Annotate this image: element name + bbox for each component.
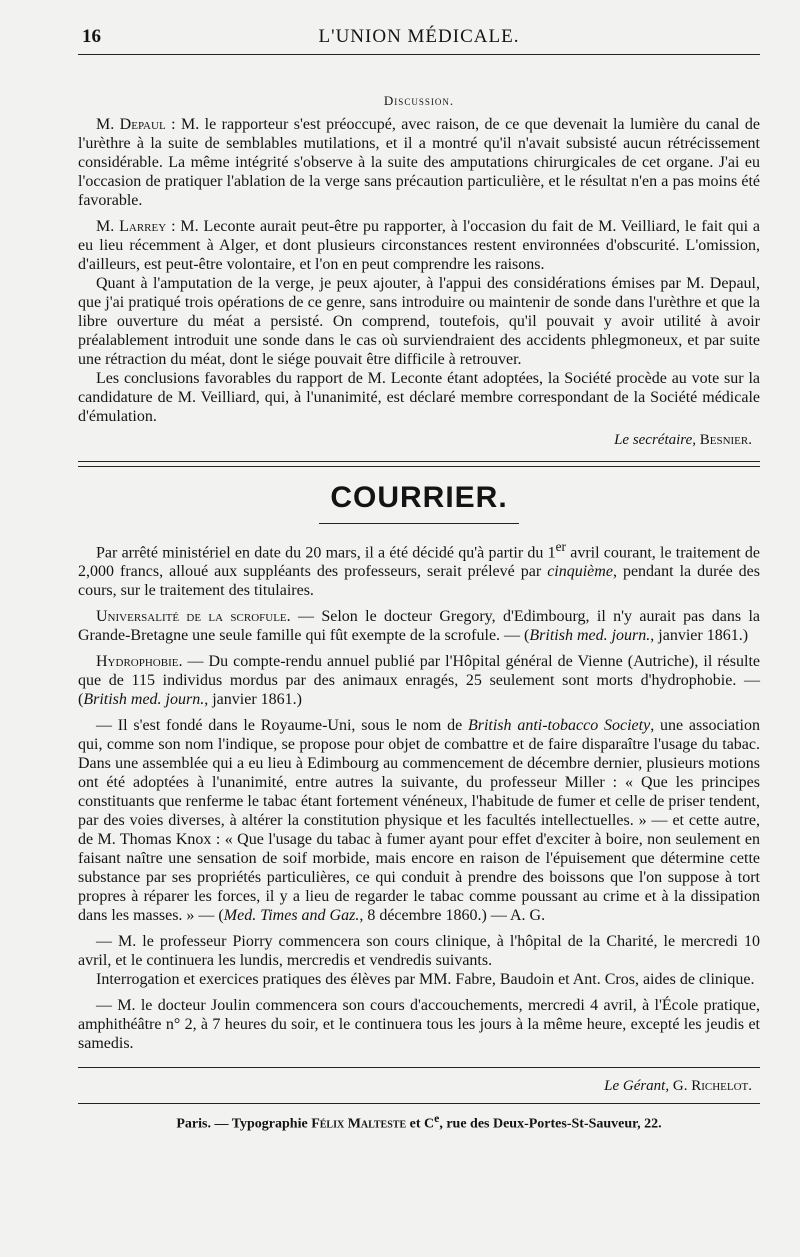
paragraph-piorry: — M. le professeur Piorry commencera son cours clinique, à l'hôpital de la Charité, le mercredi 10 avril, et le continuera les lundis, mercredis et vendredis suivants. [78,933,760,970]
paragraph-larrey: M. Larrey : M. Leconte aurait peut-être pu rapporter, à l'occasion du fait de M. Veilliard, le fait qui a eu lieu récemment à Alger, et dont plusieurs circonstances restent environnées d'obscurité. L'omission, d'ailleurs, est peut-être volontaire, et l'on en peut comprendre les raisons. [78,218,761,273]
discussion-title: Discussion. [383,93,455,108]
section-divider [78,461,760,467]
paragraph-depaul: M. Depaul : M. le rapporteur s'est préoccupé, avec raison, de ce que devenait la lumière du canal de l'urèthre à la suite de semblables mutilations, et il a montré qu'il n'avait subsisté aucun rétrécissement considérable. La même intégrité s'observe à la suite des amputations chirurgicales de cet organe. J'ai eu l'occasion de pratiquer l'ablation de la verge sans précaution particulière, et le résultat n'en a pas moins été favorable. [78,116,760,209]
paragraph-conclusions: Les conclusions favorables du rapport de M. Leconte étant adoptées, la Société procède au vote sur la candidature de M. Veilliard, qui, à l'unanimité, est déclaré membre correspondant de la Société médicale d'émulation. [78,370,760,425]
speaker-name: M. Depaul [96,116,166,133]
printer-imprint: Paris. — Typographie Félix Malteste et Ce, rue des Deux-Portes-St-Sauveur, 22. [176,1112,662,1132]
paragraph-amputation: Quant à l'amputation de la verge, je peux ajouter, à l'appui des considérations émises par M. Depaul, que j'ai pratiqué trois opérations de ce genre, sans introduire ou maintenir de sonde dans l'urèthre et que la libre ouverture du méat a persisté. On comprend, toutefois, qu'il pouvait y avoir utilité à avoir préalablement introduit une sonde dans le cas où surviendraient des accidents phlegmoneux, et par suite une rétraction du méat, dont le siége pouvait être difficile à retrouver. [78,275,760,368]
gerant-signature: Le Gérant, G. Richelot. [604,1078,752,1095]
paragraph-hydrophobie: Hydrophobie. — Du compte-rendu annuel publié par l'Hôpital général de Vienne (Autriche), il résulte que de 115 individus mordus par des animaux enragés, 25 seulement sont morts d'hydrophobie. — (British med. journ., janvier 1861.) [78,653,760,709]
paragraph-scrofule: Universalité de la scrofule. — Selon le docteur Gregory, d'Edimbourg, il n'y aurait pas dans la Grande-Bretagne une seule famille qui fût exempte de la scrofule. — (British med. journ., janvier 1861.) [78,608,760,645]
courrier-title: COURRIER. [330,481,508,514]
paragraph-arrete: Par arrêté ministériel en date du 20 mars, il a été décidé qu'à partir du 1er avril courant, le traitement de 2,000 francs, alloué aux suppléants des professeurs, serait prélevé par cinquième, pendant la durée des cours, sur le traitement des titulaires. [78,539,760,600]
paragraph-joulin: — M. le docteur Joulin commencera son cours d'accouchements, mercredi 4 avril, à l'École pratique, amphithéâtre n° 2, à 7 heures du soir, et le continuera tous les jours à la même heure, excepté les jeudis et samedis. [78,997,760,1053]
bottom-divider [78,1067,760,1068]
speaker-name: M. Larrey [96,218,167,235]
item-heading: Universalité de la scrofule. [96,608,291,626]
secretary-signature: Le secrétaire, Besnier. [614,432,752,448]
paragraph-interrogation: Interrogation et exercices pratiques des élèves par MM. Fabre, Baudoin et Ant. Cros, aides de clinique. [96,971,755,989]
journal-title: L'UNION MÉDICALE. [318,26,520,47]
paragraph-anti-tobacco: — Il s'est fondé dans le Royaume-Uni, sous le nom de British anti-tobacco Society, une association qui, comme son nom l'indique, se propose pour objet de combattre et de faire disparaître l'usage du tabac. Dans une assemblée qui a eu lieu à Edimbourg au commencement de décembre dernier, plusieurs motions ont été adoptées à l'unanimité, entre autres la suivante, du professeur Miller : « Que les principes constituants que renferme le tabac étant fortement vénéneux, l'habitude de fumer et celle de priser tendent, par des voies diverses, à altérer la constitution physique et les facultés intellectuelles. » — et cette autre, de M. Thomas Knox : « Que l'usage du tabac à fumer ayant pour effet d'exciter à boire, non seulement en faisant naître une sensation de soif morbide, mais encore en raison de l'épuisement que détermine cette substance par ses propriétés particulières, ce qui conduit à prendre des boissons que l'on suppose à tort propres à réparer les forces, il y a lieu de regarder le tabac comme poussant au crime et à la dissipation dans les masses. » — (Med. Times and Gaz., 8 décembre 1860.) — A. G. [78,717,761,925]
running-header [78,22,760,55]
title-underline [319,523,519,524]
item-heading: Hydrophobie. [96,653,183,671]
footer-divider [78,1103,760,1104]
page-number: 16 [82,26,101,47]
